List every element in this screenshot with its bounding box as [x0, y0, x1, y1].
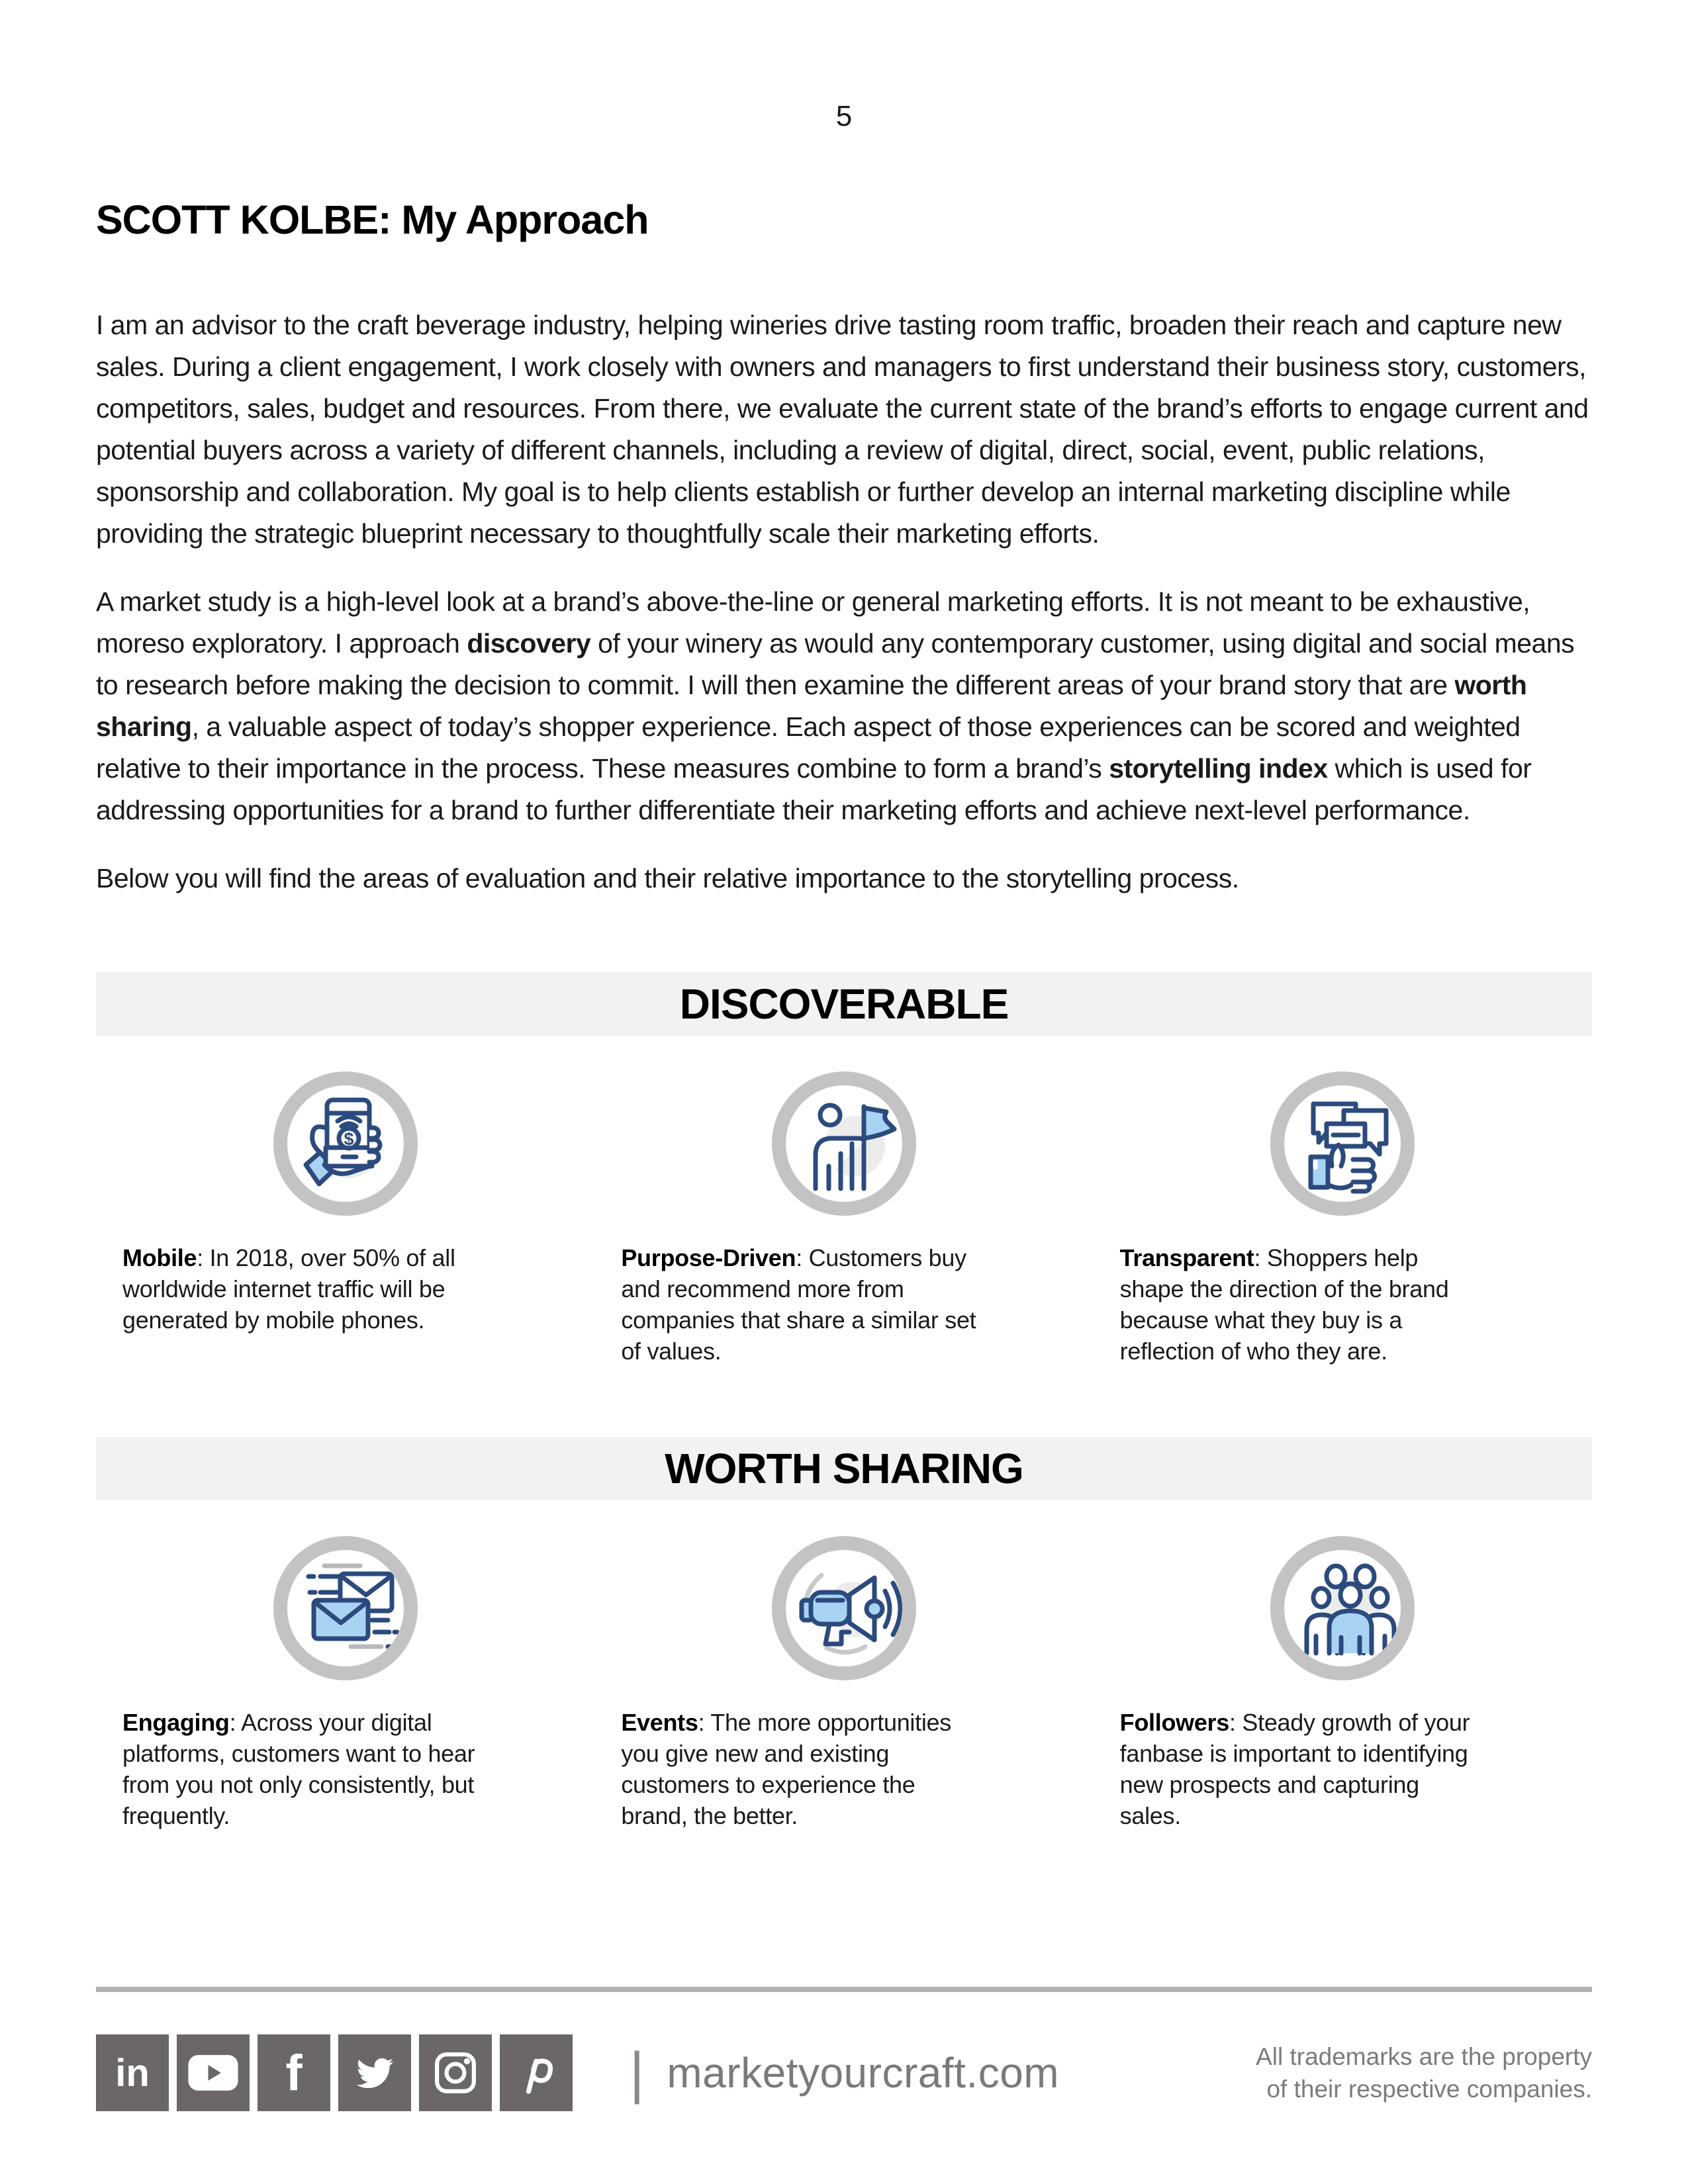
- paragraph-text: which is used for addressing opportunities for a brand to further differentiate their marketing efforts and achieve next-level performance.: [96, 753, 1532, 825]
- intro-paragraph-1: I am an advisor to the craft beverage industry, helping wineries drive tasting room traffic, broaden their reach and capture new sales. During a client engagement, I work closely with owners and managers to first understand their business story, customers, competitors, sales, budget and resources. From there, we evaluate the current state of the brand’s efforts to engage current and potential buyers across a variety of different channels, including a review of digital, direct, social, event, public relations, sponsorship and collaboration. My goal is to help clients establish or further develop an internal marketing discipline while providing the strategic blueprint necessary to thoughtfully scale their marketing efforts.: [96, 310, 1589, 549]
- feature-caption-mobile: [122, 1242, 488, 1336]
- feature-cell-purpose-driven: [594, 1071, 1093, 1367]
- chat-thumbs-up-icon: [1270, 1071, 1415, 1216]
- twitter-icon[interactable]: [338, 2034, 411, 2111]
- worth-sharing-grid: [96, 1536, 1592, 1831]
- svg-text:$: $: [344, 1129, 354, 1149]
- discoverable-grid: [96, 1071, 1592, 1367]
- feature-cell-mobile: [96, 1071, 594, 1367]
- feature-caption-engaging: [122, 1707, 488, 1831]
- trademark-notice: [1256, 2040, 1592, 2105]
- feature-text: : In 2018, over 50% of all worldwide internet traffic will be generated by mobile phones.: [122, 1244, 455, 1334]
- section-banner-discoverable: [96, 972, 1592, 1036]
- person-flag-icon: [772, 1071, 916, 1216]
- envelopes-icon: [273, 1536, 418, 1680]
- feature-label: Followers: [1119, 1709, 1229, 1736]
- feature-caption-transparent: [1120, 1242, 1485, 1367]
- linkedin-glyph: in: [115, 2051, 150, 2095]
- instagram-icon[interactable]: [419, 2034, 492, 2111]
- bold-term-worth-sharing: worth sharing: [96, 670, 1527, 742]
- paragraph-text: , a valuable aspect of today’s shopper experience. Each aspect of those experiences can be scored and weighted relative to their importance in the process. These measures combine to form a brand’s: [96, 711, 1521, 784]
- feature-text: : Across your digital platforms, customers want to hear from you not only consistently, but frequently.: [122, 1709, 475, 1829]
- feature-caption-events: [621, 1707, 986, 1831]
- feature-label: Mobile: [122, 1244, 197, 1271]
- feature-cell-transparent: [1094, 1071, 1592, 1367]
- feature-cell-followers: [1094, 1536, 1592, 1831]
- feature-label: Engaging: [122, 1709, 230, 1736]
- intro-paragraph-3: Below you will find the areas of evaluation and their relative importance to the storytelling process.: [96, 863, 1239, 893]
- feature-text: : Steady growth of your fanbase is important to identifying new prospects and capturing sales.: [1119, 1709, 1470, 1829]
- feature-cell-events: [594, 1536, 1093, 1831]
- feature-caption-followers: [1120, 1707, 1485, 1831]
- bold-term-discovery: discovery: [467, 628, 591, 659]
- section-heading: DISCOVERABLE: [679, 980, 1009, 1028]
- page-number: 5: [835, 100, 853, 132]
- mobile-payment-icon: [273, 1071, 418, 1216]
- bold-term-storytelling-index: storytelling index: [1109, 753, 1328, 784]
- feature-label: Events: [621, 1709, 698, 1736]
- feature-text: : Shoppers help shape the direction of the brand because what they buy is a reflection of who they are.: [1119, 1244, 1449, 1365]
- trademark-line: All trademarks are the property: [1256, 2043, 1592, 2070]
- intro-paragraph-2: [96, 581, 1592, 831]
- trademark-line: of their respective companies.: [1266, 2075, 1592, 2103]
- section-heading: WORTH SHARING: [665, 1445, 1023, 1492]
- separator-bar: |: [630, 2041, 645, 2105]
- feature-text: : Customers buy and recommend more from companies that share a similar set of values.: [621, 1244, 976, 1365]
- youtube-icon[interactable]: [177, 2034, 250, 2111]
- page-title: SCOTT KOLBE: My Approach: [96, 197, 649, 242]
- site-link[interactable]: marketyourcraft.com: [667, 2049, 1060, 2097]
- social-icon-row: [96, 2034, 573, 2111]
- paragraph-text: A market study is a high-level look at a brand’s above-the-line or general marketing efforts. It is not meant to be exhaustive, moreso exploratory. I approach: [96, 586, 1530, 659]
- linkedin-icon[interactable]: [96, 2034, 169, 2111]
- feature-text: : The more opportunities you give new and existing customers to experience the brand, the better.: [621, 1709, 951, 1829]
- facebook-glyph: f: [285, 2044, 303, 2101]
- pinterest-icon[interactable]: [500, 2034, 573, 2111]
- megaphone-icon: [772, 1536, 916, 1680]
- section-banner-worth-sharing: [96, 1437, 1592, 1500]
- people-group-icon: [1270, 1536, 1415, 1680]
- feature-label: Purpose-Driven: [621, 1244, 796, 1271]
- feature-cell-engaging: [96, 1536, 594, 1831]
- page-footer: [96, 1987, 1592, 2184]
- facebook-icon[interactable]: [258, 2034, 330, 2111]
- paragraph-text: of your winery as would any contemporary customer, using digital and social means to research before making the decision to commit. I will then examine the different areas of your brand story that are: [96, 628, 1575, 700]
- feature-caption-purpose-driven: [621, 1242, 986, 1367]
- feature-label: Transparent: [1119, 1244, 1254, 1271]
- footer-divider: [96, 1987, 1592, 1992]
